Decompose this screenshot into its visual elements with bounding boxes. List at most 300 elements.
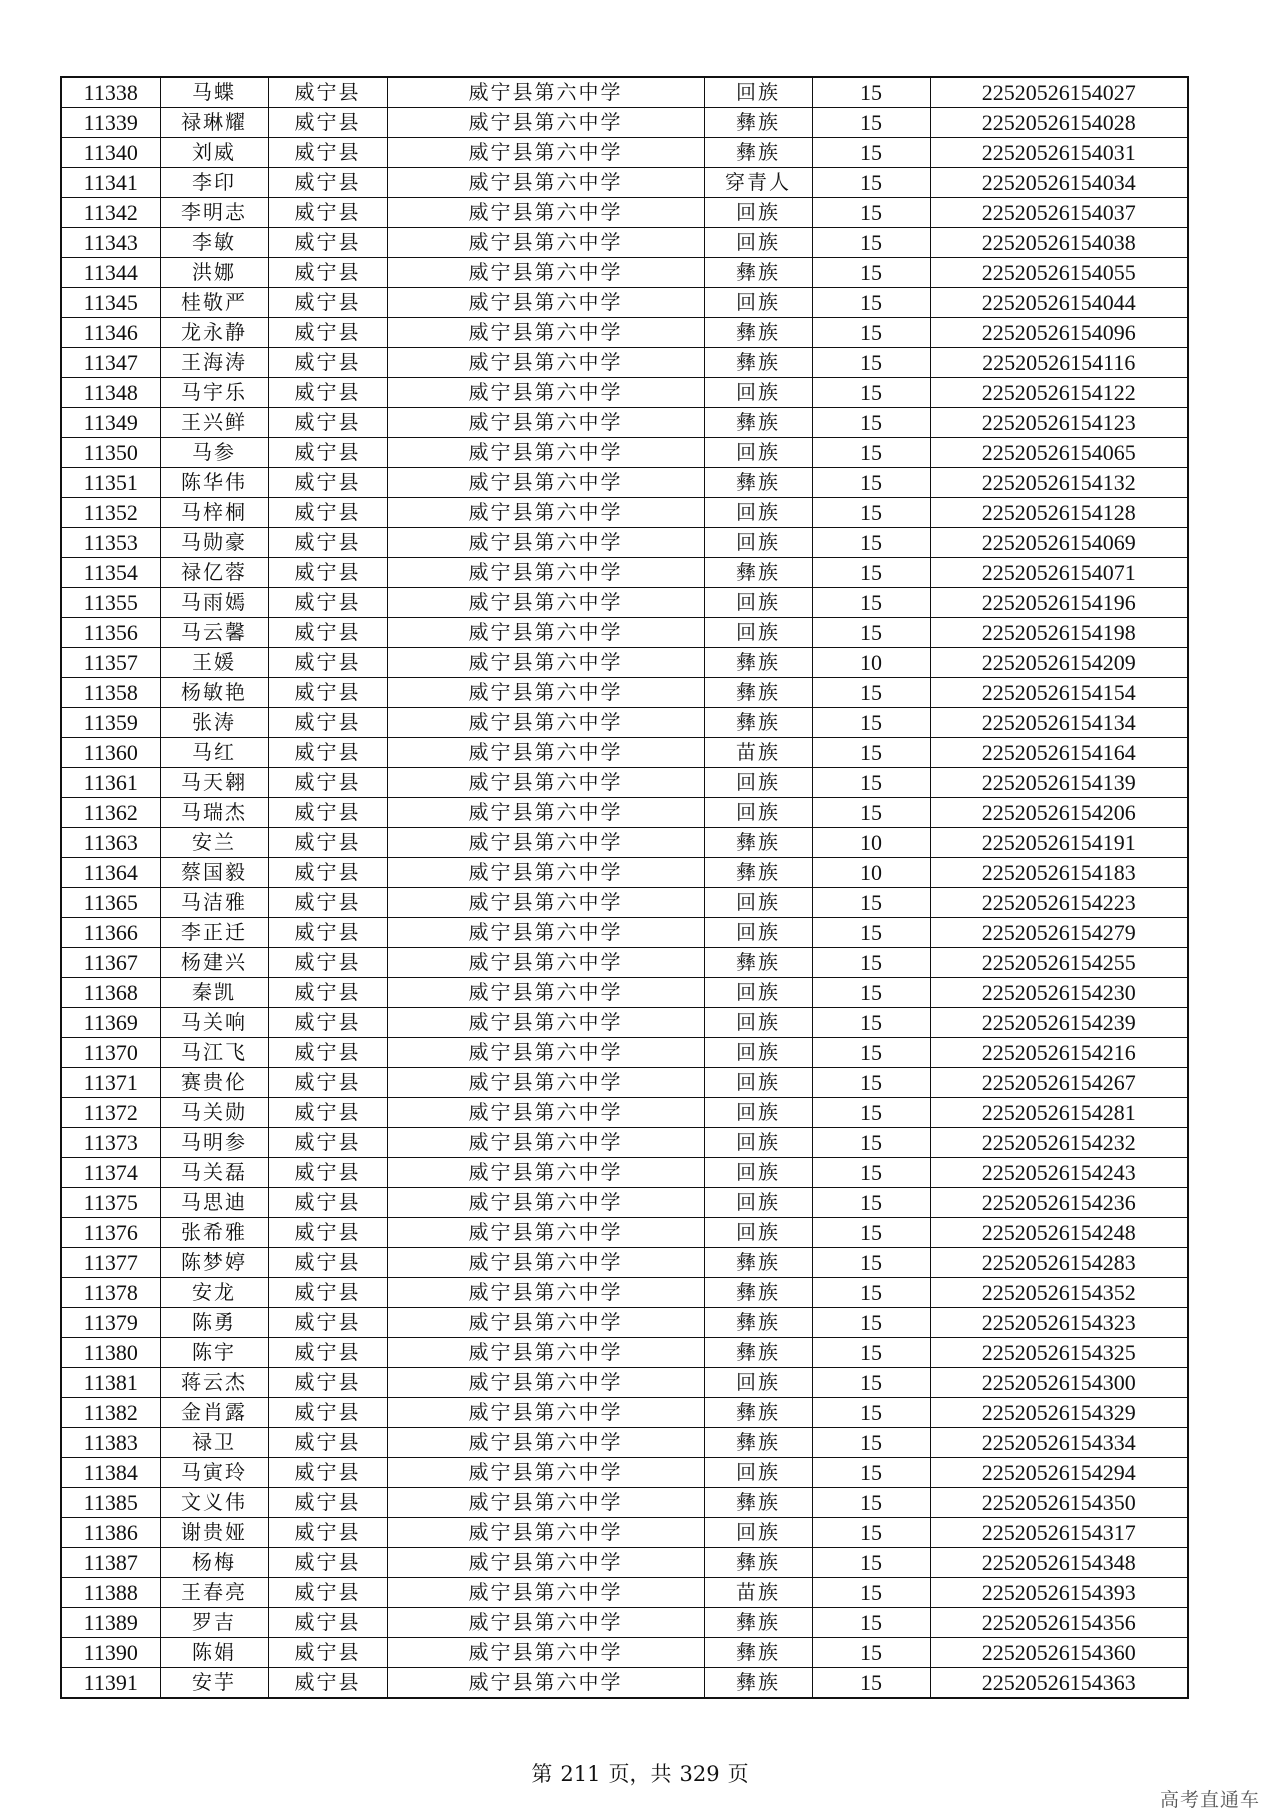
student-name-cell: 洪娜	[160, 258, 268, 288]
bonus-points-cell: 15	[812, 1128, 930, 1158]
school-cell: 威宁县第六中学	[387, 1158, 704, 1188]
ethnicity-cell: 回族	[704, 1068, 812, 1098]
county-cell: 威宁县	[268, 798, 387, 828]
serial-number-cell: 11382	[61, 1398, 160, 1428]
ethnicity-cell: 回族	[704, 228, 812, 258]
student-name-cell: 马洁雅	[160, 888, 268, 918]
table-row	[61, 978, 1188, 1008]
exam-id-cell: 22520526154055	[930, 258, 1188, 288]
student-name-cell: 李敏	[160, 228, 268, 258]
table-row	[61, 108, 1188, 138]
student-name-cell: 李正迁	[160, 918, 268, 948]
school-cell: 威宁县第六中学	[387, 228, 704, 258]
school-cell: 威宁县第六中学	[387, 1488, 704, 1518]
bonus-points-cell: 15	[812, 468, 930, 498]
table-row	[61, 438, 1188, 468]
ethnicity-cell: 回族	[704, 198, 812, 228]
footer-prefix: 第	[531, 1762, 553, 1786]
bonus-points-cell: 15	[812, 1398, 930, 1428]
table-row	[61, 1158, 1188, 1188]
table-row	[61, 708, 1188, 738]
ethnicity-cell: 彝族	[704, 948, 812, 978]
school-cell: 威宁县第六中学	[387, 978, 704, 1008]
ethnicity-cell: 回族	[704, 1368, 812, 1398]
county-cell: 威宁县	[268, 318, 387, 348]
county-cell: 威宁县	[268, 1518, 387, 1548]
student-name-cell: 桂敬严	[160, 288, 268, 318]
serial-number-cell: 11376	[61, 1218, 160, 1248]
table-row	[61, 738, 1188, 768]
exam-id-cell: 22520526154196	[930, 588, 1188, 618]
school-cell: 威宁县第六中学	[387, 378, 704, 408]
bonus-points-cell: 15	[812, 1668, 930, 1699]
table-row	[61, 828, 1188, 858]
table-row	[61, 1248, 1188, 1278]
student-name-cell: 马江飞	[160, 1038, 268, 1068]
ethnicity-cell: 回族	[704, 77, 812, 108]
exam-id-cell: 22520526154139	[930, 768, 1188, 798]
student-name-cell: 马雨嫣	[160, 588, 268, 618]
bonus-points-cell: 15	[812, 1308, 930, 1338]
table-row	[61, 678, 1188, 708]
bonus-points-cell: 15	[812, 1608, 930, 1638]
table-row	[61, 1578, 1188, 1608]
ethnicity-cell: 彝族	[704, 1308, 812, 1338]
school-cell: 威宁县第六中学	[387, 1068, 704, 1098]
student-name-cell: 马参	[160, 438, 268, 468]
exam-id-cell: 22520526154363	[930, 1668, 1188, 1699]
serial-number-cell: 11366	[61, 918, 160, 948]
student-name-cell: 王兴鲜	[160, 408, 268, 438]
ethnicity-cell: 彝族	[704, 1638, 812, 1668]
bonus-points-cell: 10	[812, 858, 930, 888]
exam-id-cell: 22520526154038	[930, 228, 1188, 258]
exam-id-cell: 22520526154243	[930, 1158, 1188, 1188]
table-row	[61, 1368, 1188, 1398]
county-cell: 威宁县	[268, 888, 387, 918]
county-cell: 威宁县	[268, 348, 387, 378]
county-cell: 威宁县	[268, 648, 387, 678]
ethnicity-cell: 彝族	[704, 1668, 812, 1699]
student-name-cell: 马梓桐	[160, 498, 268, 528]
school-cell: 威宁县第六中学	[387, 498, 704, 528]
exam-id-cell: 22520526154393	[930, 1578, 1188, 1608]
bonus-points-cell: 15	[812, 198, 930, 228]
bonus-points-cell: 15	[812, 168, 930, 198]
exam-id-cell: 22520526154154	[930, 678, 1188, 708]
ethnicity-cell: 回族	[704, 588, 812, 618]
school-cell: 威宁县第六中学	[387, 588, 704, 618]
table-row	[61, 1458, 1188, 1488]
footer-mid: 页，共	[608, 1762, 672, 1786]
school-cell: 威宁县第六中学	[387, 768, 704, 798]
table-row	[61, 408, 1188, 438]
student-name-cell: 禄琳耀	[160, 108, 268, 138]
table-row	[61, 1008, 1188, 1038]
serial-number-cell: 11377	[61, 1248, 160, 1278]
bonus-points-cell: 15	[812, 588, 930, 618]
table-row	[61, 1518, 1188, 1548]
county-cell: 威宁县	[268, 948, 387, 978]
student-name-cell: 杨建兴	[160, 948, 268, 978]
table-row	[61, 1608, 1188, 1638]
student-name-cell: 安芋	[160, 1668, 268, 1699]
school-cell: 威宁县第六中学	[387, 1398, 704, 1428]
county-cell: 威宁县	[268, 1068, 387, 1098]
table-row	[61, 1278, 1188, 1308]
student-name-cell: 陈勇	[160, 1308, 268, 1338]
student-name-cell: 杨梅	[160, 1548, 268, 1578]
serial-number-cell: 11354	[61, 558, 160, 588]
exam-id-cell: 22520526154116	[930, 348, 1188, 378]
ethnicity-cell: 彝族	[704, 828, 812, 858]
school-cell: 威宁县第六中学	[387, 258, 704, 288]
exam-id-cell: 22520526154065	[930, 438, 1188, 468]
ethnicity-cell: 彝族	[704, 1428, 812, 1458]
county-cell: 威宁县	[268, 1608, 387, 1638]
table-body	[61, 77, 1188, 1698]
school-cell: 威宁县第六中学	[387, 798, 704, 828]
table-row	[61, 228, 1188, 258]
ethnicity-cell: 彝族	[704, 558, 812, 588]
serial-number-cell: 11364	[61, 858, 160, 888]
serial-number-cell: 11378	[61, 1278, 160, 1308]
exam-id-cell: 22520526154069	[930, 528, 1188, 558]
school-cell: 威宁县第六中学	[387, 1548, 704, 1578]
table-row	[61, 528, 1188, 558]
exam-id-cell: 22520526154317	[930, 1518, 1188, 1548]
exam-id-cell: 22520526154360	[930, 1638, 1188, 1668]
serial-number-cell: 11339	[61, 108, 160, 138]
exam-id-cell: 22520526154325	[930, 1338, 1188, 1368]
student-name-cell: 马关响	[160, 1008, 268, 1038]
bonus-points-cell: 15	[812, 618, 930, 648]
county-cell: 威宁县	[268, 978, 387, 1008]
county-cell: 威宁县	[268, 768, 387, 798]
bonus-points-cell: 15	[812, 1098, 930, 1128]
table-row	[61, 138, 1188, 168]
table-row	[61, 1548, 1188, 1578]
county-cell: 威宁县	[268, 1488, 387, 1518]
bonus-points-cell: 15	[812, 1548, 930, 1578]
serial-number-cell: 11341	[61, 168, 160, 198]
school-cell: 威宁县第六中学	[387, 648, 704, 678]
table-row	[61, 798, 1188, 828]
student-name-cell: 谢贵娅	[160, 1518, 268, 1548]
bonus-points-cell: 15	[812, 1518, 930, 1548]
school-cell: 威宁县第六中学	[387, 198, 704, 228]
exam-id-cell: 22520526154122	[930, 378, 1188, 408]
table-row	[61, 648, 1188, 678]
student-name-cell: 禄亿蓉	[160, 558, 268, 588]
student-name-cell: 赛贵伦	[160, 1068, 268, 1098]
student-name-cell: 马天翱	[160, 768, 268, 798]
bonus-points-cell: 15	[812, 528, 930, 558]
county-cell: 威宁县	[268, 1398, 387, 1428]
exam-id-cell: 22520526154352	[930, 1278, 1188, 1308]
bonus-points-cell: 15	[812, 1368, 930, 1398]
school-cell: 威宁县第六中学	[387, 1578, 704, 1608]
bonus-points-cell: 15	[812, 1458, 930, 1488]
exam-id-cell: 22520526154183	[930, 858, 1188, 888]
serial-number-cell: 11384	[61, 1458, 160, 1488]
bonus-points-cell: 10	[812, 648, 930, 678]
table-row	[61, 1398, 1188, 1428]
student-name-cell: 禄卫	[160, 1428, 268, 1458]
current-page-number: 211	[560, 1762, 601, 1786]
table-row	[61, 918, 1188, 948]
county-cell: 威宁县	[268, 1278, 387, 1308]
table-row	[61, 888, 1188, 918]
serial-number-cell: 11375	[61, 1188, 160, 1218]
exam-id-cell: 22520526154044	[930, 288, 1188, 318]
watermark: 高考直通车	[1159, 1789, 1260, 1811]
bonus-points-cell: 15	[812, 1428, 930, 1458]
school-cell: 威宁县第六中学	[387, 1668, 704, 1699]
exam-id-cell: 22520526154191	[930, 828, 1188, 858]
serial-number-cell: 11357	[61, 648, 160, 678]
county-cell: 威宁县	[268, 1248, 387, 1278]
school-cell: 威宁县第六中学	[387, 1638, 704, 1668]
bonus-points-cell: 15	[812, 228, 930, 258]
exam-id-cell: 22520526154356	[930, 1608, 1188, 1638]
ethnicity-cell: 彝族	[704, 708, 812, 738]
bonus-points-cell: 15	[812, 438, 930, 468]
student-name-cell: 张希雅	[160, 1218, 268, 1248]
school-cell: 威宁县第六中学	[387, 888, 704, 918]
county-cell: 威宁县	[268, 1188, 387, 1218]
school-cell: 威宁县第六中学	[387, 318, 704, 348]
ethnicity-cell: 彝族	[704, 648, 812, 678]
exam-id-cell: 22520526154198	[930, 618, 1188, 648]
exam-id-cell: 22520526154232	[930, 1128, 1188, 1158]
page-footer	[0, 1758, 1280, 1788]
serial-number-cell: 11387	[61, 1548, 160, 1578]
ethnicity-cell: 彝族	[704, 348, 812, 378]
exam-id-cell: 22520526154034	[930, 168, 1188, 198]
table-row	[61, 1188, 1188, 1218]
exam-id-cell: 22520526154348	[930, 1548, 1188, 1578]
student-list-table	[60, 76, 1189, 1699]
table-row	[61, 77, 1188, 108]
serial-number-cell: 11359	[61, 708, 160, 738]
serial-number-cell: 11373	[61, 1128, 160, 1158]
student-name-cell: 王媛	[160, 648, 268, 678]
county-cell: 威宁县	[268, 738, 387, 768]
school-cell: 威宁县第六中学	[387, 1428, 704, 1458]
table-row	[61, 858, 1188, 888]
ethnicity-cell: 彝族	[704, 1248, 812, 1278]
serial-number-cell: 11355	[61, 588, 160, 618]
exam-id-cell: 22520526154230	[930, 978, 1188, 1008]
bonus-points-cell: 15	[812, 408, 930, 438]
serial-number-cell: 11380	[61, 1338, 160, 1368]
county-cell: 威宁县	[268, 1038, 387, 1068]
student-name-cell: 马云馨	[160, 618, 268, 648]
school-cell: 威宁县第六中学	[387, 558, 704, 588]
exam-id-cell: 22520526154206	[930, 798, 1188, 828]
exam-id-cell: 22520526154294	[930, 1458, 1188, 1488]
school-cell: 威宁县第六中学	[387, 1278, 704, 1308]
exam-id-cell: 22520526154096	[930, 318, 1188, 348]
bonus-points-cell: 15	[812, 978, 930, 1008]
serial-number-cell: 11353	[61, 528, 160, 558]
county-cell: 威宁县	[268, 1578, 387, 1608]
county-cell: 威宁县	[268, 77, 387, 108]
student-name-cell: 马宇乐	[160, 378, 268, 408]
county-cell: 威宁县	[268, 1428, 387, 1458]
student-name-cell: 李印	[160, 168, 268, 198]
table-row	[61, 1428, 1188, 1458]
ethnicity-cell: 回族	[704, 618, 812, 648]
serial-number-cell: 11342	[61, 198, 160, 228]
county-cell: 威宁县	[268, 678, 387, 708]
ethnicity-cell: 回族	[704, 1038, 812, 1068]
student-name-cell: 马思迪	[160, 1188, 268, 1218]
exam-id-cell: 22520526154323	[930, 1308, 1188, 1338]
table-row	[61, 1638, 1188, 1668]
county-cell: 威宁县	[268, 1158, 387, 1188]
student-name-cell: 马寅玲	[160, 1458, 268, 1488]
student-name-cell: 陈娟	[160, 1638, 268, 1668]
serial-number-cell: 11360	[61, 738, 160, 768]
ethnicity-cell: 回族	[704, 1188, 812, 1218]
school-cell: 威宁县第六中学	[387, 468, 704, 498]
student-name-cell: 金肖露	[160, 1398, 268, 1428]
ethnicity-cell: 彝族	[704, 1278, 812, 1308]
school-cell: 威宁县第六中学	[387, 1518, 704, 1548]
student-name-cell: 马明参	[160, 1128, 268, 1158]
ethnicity-cell: 回族	[704, 888, 812, 918]
school-cell: 威宁县第六中学	[387, 948, 704, 978]
serial-number-cell: 11368	[61, 978, 160, 1008]
school-cell: 威宁县第六中学	[387, 828, 704, 858]
school-cell: 威宁县第六中学	[387, 1038, 704, 1068]
county-cell: 威宁县	[268, 1128, 387, 1158]
table-row	[61, 288, 1188, 318]
serial-number-cell: 11386	[61, 1518, 160, 1548]
exam-id-cell: 22520526154028	[930, 108, 1188, 138]
serial-number-cell: 11343	[61, 228, 160, 258]
serial-number-cell: 11363	[61, 828, 160, 858]
student-name-cell: 马关勋	[160, 1098, 268, 1128]
student-name-cell: 陈梦婷	[160, 1248, 268, 1278]
student-name-cell: 马勋豪	[160, 528, 268, 558]
serial-number-cell: 11349	[61, 408, 160, 438]
serial-number-cell: 11383	[61, 1428, 160, 1458]
exam-id-cell: 22520526154279	[930, 918, 1188, 948]
student-name-cell: 杨敏艳	[160, 678, 268, 708]
school-cell: 威宁县第六中学	[387, 408, 704, 438]
serial-number-cell: 11361	[61, 768, 160, 798]
ethnicity-cell: 彝族	[704, 408, 812, 438]
exam-id-cell: 22520526154283	[930, 1248, 1188, 1278]
school-cell: 威宁县第六中学	[387, 1458, 704, 1488]
student-name-cell: 王春亮	[160, 1578, 268, 1608]
school-cell: 威宁县第六中学	[387, 288, 704, 318]
serial-number-cell: 11390	[61, 1638, 160, 1668]
ethnicity-cell: 彝族	[704, 1608, 812, 1638]
bonus-points-cell: 15	[812, 798, 930, 828]
serial-number-cell: 11367	[61, 948, 160, 978]
ethnicity-cell: 回族	[704, 1218, 812, 1248]
county-cell: 威宁县	[268, 408, 387, 438]
exam-id-cell: 22520526154350	[930, 1488, 1188, 1518]
bonus-points-cell: 15	[812, 948, 930, 978]
ethnicity-cell: 穿青人	[704, 168, 812, 198]
ethnicity-cell: 彝族	[704, 468, 812, 498]
ethnicity-cell: 苗族	[704, 738, 812, 768]
ethnicity-cell: 彝族	[704, 108, 812, 138]
table-row	[61, 1098, 1188, 1128]
table-row	[61, 198, 1188, 228]
bonus-points-cell: 15	[812, 888, 930, 918]
table-row	[61, 1068, 1188, 1098]
bonus-points-cell: 15	[812, 1488, 930, 1518]
school-cell: 威宁县第六中学	[387, 138, 704, 168]
serial-number-cell: 11356	[61, 618, 160, 648]
school-cell: 威宁县第六中学	[387, 1128, 704, 1158]
bonus-points-cell: 15	[812, 378, 930, 408]
county-cell: 威宁县	[268, 438, 387, 468]
county-cell: 威宁县	[268, 1458, 387, 1488]
county-cell: 威宁县	[268, 1308, 387, 1338]
ethnicity-cell: 回族	[704, 528, 812, 558]
ethnicity-cell: 回族	[704, 438, 812, 468]
serial-number-cell: 11350	[61, 438, 160, 468]
table-row	[61, 348, 1188, 378]
serial-number-cell: 11389	[61, 1608, 160, 1638]
table-row	[61, 768, 1188, 798]
county-cell: 威宁县	[268, 108, 387, 138]
table-row	[61, 1668, 1188, 1699]
county-cell: 威宁县	[268, 468, 387, 498]
table-row	[61, 1308, 1188, 1338]
bonus-points-cell: 15	[812, 1068, 930, 1098]
ethnicity-cell: 彝族	[704, 1548, 812, 1578]
exam-id-cell: 22520526154281	[930, 1098, 1188, 1128]
bonus-points-cell: 15	[812, 288, 930, 318]
county-cell: 威宁县	[268, 918, 387, 948]
county-cell: 威宁县	[268, 1008, 387, 1038]
table-row	[61, 318, 1188, 348]
student-name-cell: 马红	[160, 738, 268, 768]
school-cell: 威宁县第六中学	[387, 618, 704, 648]
bonus-points-cell: 15	[812, 1158, 930, 1188]
ethnicity-cell: 彝族	[704, 258, 812, 288]
ethnicity-cell: 彝族	[704, 1488, 812, 1518]
bonus-points-cell: 15	[812, 1578, 930, 1608]
school-cell: 威宁县第六中学	[387, 348, 704, 378]
bonus-points-cell: 15	[812, 318, 930, 348]
serial-number-cell: 11388	[61, 1578, 160, 1608]
ethnicity-cell: 回族	[704, 1458, 812, 1488]
bonus-points-cell: 15	[812, 678, 930, 708]
ethnicity-cell: 回族	[704, 798, 812, 828]
student-name-cell: 秦凯	[160, 978, 268, 1008]
student-name-cell: 王海涛	[160, 348, 268, 378]
county-cell: 威宁县	[268, 558, 387, 588]
total-pages: 329	[679, 1762, 720, 1786]
bonus-points-cell: 15	[812, 558, 930, 588]
county-cell: 威宁县	[268, 858, 387, 888]
bonus-points-cell: 15	[812, 1038, 930, 1068]
student-name-cell: 陈华伟	[160, 468, 268, 498]
serial-number-cell: 11347	[61, 348, 160, 378]
county-cell: 威宁县	[268, 138, 387, 168]
school-cell: 威宁县第六中学	[387, 528, 704, 558]
exam-id-cell: 22520526154239	[930, 1008, 1188, 1038]
